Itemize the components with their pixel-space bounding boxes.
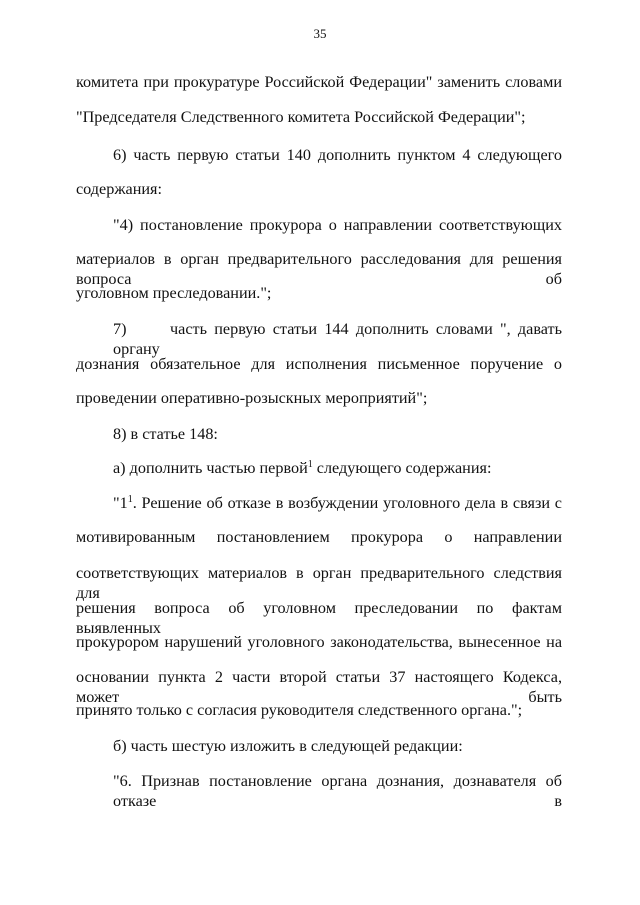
page-number: 35 xyxy=(313,26,327,41)
text-segment: 7) часть первую статьи 144 дополнить словами ", давать органу xyxy=(113,320,562,358)
text-segment: соответствующих материалов в орган предварительного следствия для xyxy=(76,564,562,602)
text-segment: основании пункта 2 части второй статьи 37 настоящего Кодекса, может быть xyxy=(76,668,562,706)
text-segment: б) часть шестую изложить в следующей редакции: xyxy=(113,737,463,755)
text-line xyxy=(76,72,562,92)
text-line xyxy=(76,388,562,408)
text-segment: "6. Признав постановление органа дознания, дознавателя об отказе в xyxy=(113,772,562,810)
text-line xyxy=(76,700,562,720)
text-segment: мотивированным постановлением прокурора о направлении xyxy=(76,528,562,546)
text-segment: "Председателя Следственного комитета Российской Федерации"; xyxy=(76,108,526,126)
text-line xyxy=(113,215,562,235)
text-segment: решения вопроса об уголовном преследовании по фактам выявленных xyxy=(76,599,562,637)
superscript: 1 xyxy=(307,459,313,470)
text-segment: материалов в орган предварительного расследования для решения вопроса об xyxy=(76,250,562,288)
text-line xyxy=(113,424,562,444)
text-segment: содержания: xyxy=(76,180,162,198)
text-line xyxy=(76,283,562,303)
text-segment: а) дополнить частью первой xyxy=(113,459,308,477)
text-segment: "4) постановление прокурора о направлении соответствующих xyxy=(113,216,562,234)
text-segment: 8) в статье 148: xyxy=(113,425,218,443)
text-line xyxy=(76,563,562,603)
text-segment: прокурором нарушений уголовного законодательства, вынесенное на xyxy=(76,633,562,651)
text-segment: дознания обязательное для исполнения письменное поручение о xyxy=(76,355,562,373)
text-line xyxy=(76,179,562,199)
text-segment: 6) часть первую статьи 140 дополнить пунктом 4 следующего xyxy=(113,146,562,164)
text-segment: . Решение об отказе в возбуждении уголовного дела в связи с xyxy=(132,494,562,512)
text-segment: проведении оперативно-розыскных мероприятий"; xyxy=(76,389,428,407)
text-line xyxy=(113,771,562,811)
text-segment: комитета при прокуратуре Российской Федерации" заменить словами xyxy=(76,73,562,91)
superscript: 1 xyxy=(127,494,133,505)
text-line xyxy=(113,493,562,513)
text-line xyxy=(113,458,562,478)
text-segment: "1 xyxy=(113,494,128,512)
text-line xyxy=(76,354,562,374)
text-line xyxy=(76,107,562,127)
text-line xyxy=(113,736,562,756)
text-line xyxy=(76,527,562,547)
text-line xyxy=(113,319,562,359)
text-line xyxy=(76,632,562,652)
text-segment: уголовном преследовании."; xyxy=(76,284,272,302)
text-segment: принято только с согласия руководителя следственного органа."; xyxy=(76,701,523,719)
text-line xyxy=(113,145,562,165)
text-segment: следующего содержания: xyxy=(312,459,492,477)
